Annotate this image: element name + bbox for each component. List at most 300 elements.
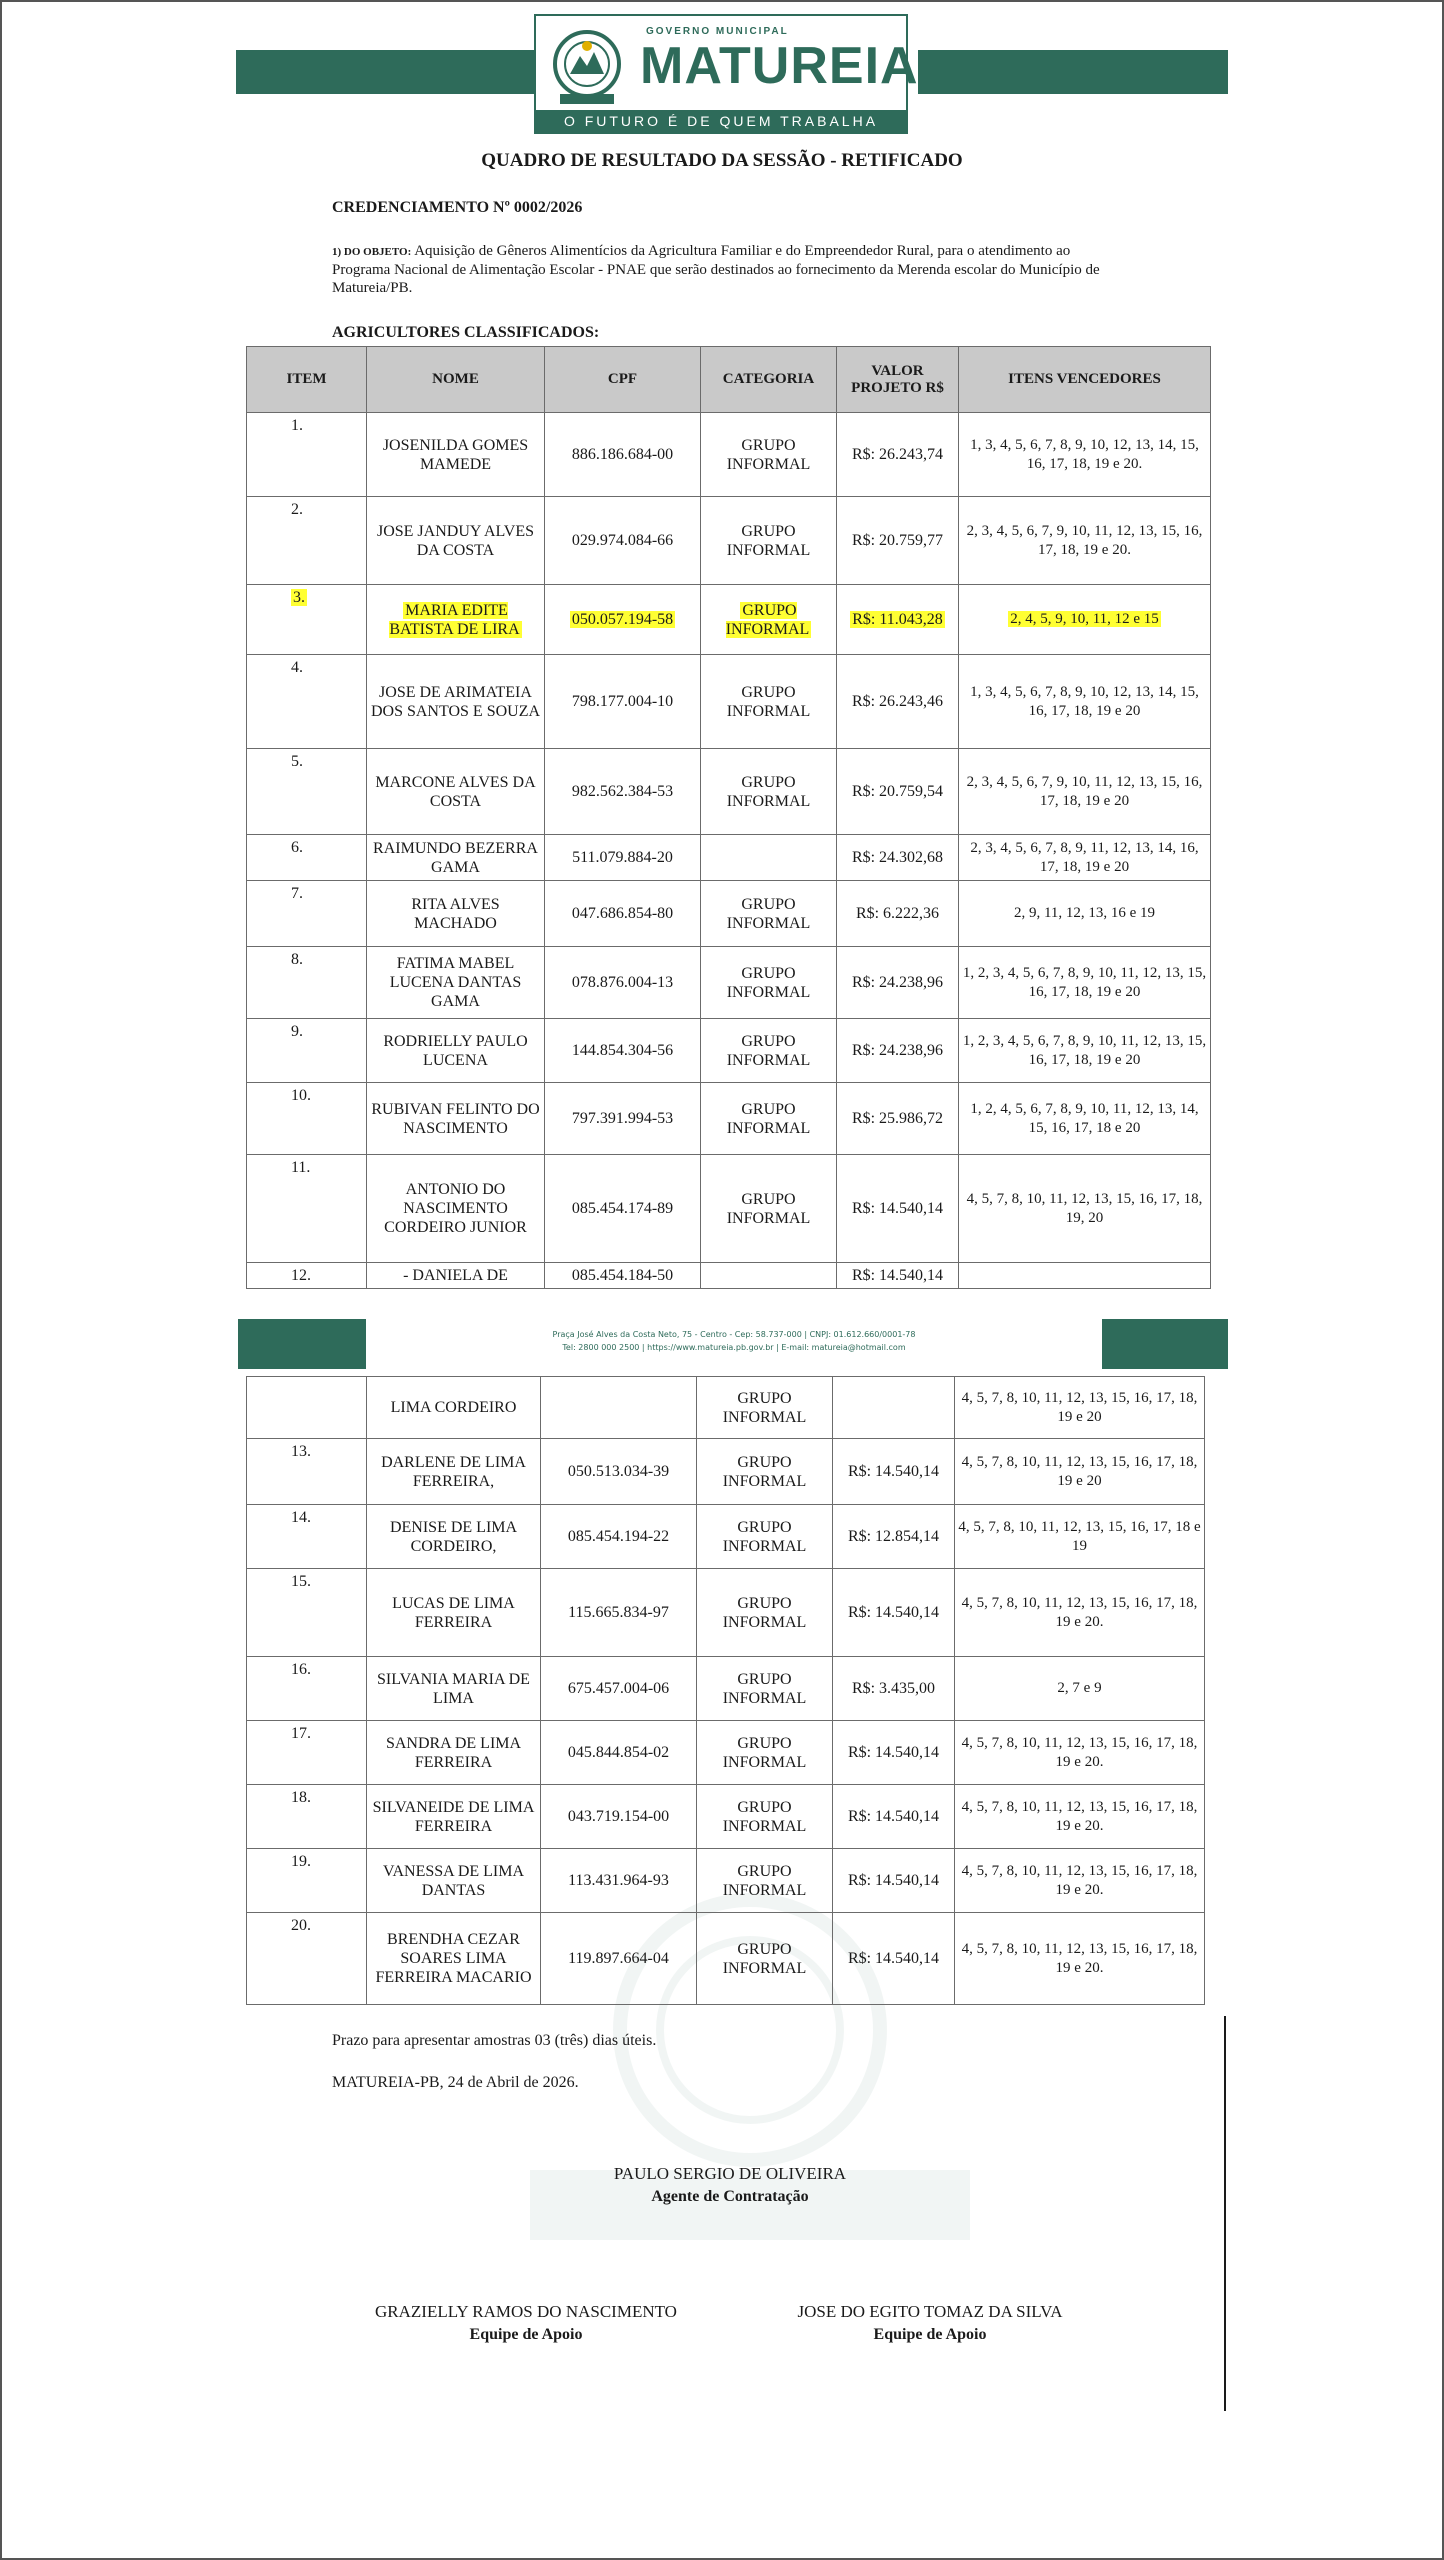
cell-nome (367, 1569, 541, 1657)
cell-nome-text: BRENDHA CEZAR SOARES LIMA FERREIRA MACARIO (375, 1931, 532, 1986)
cell-nome (367, 1019, 545, 1083)
cell-itens-text: 4, 5, 7, 8, 10, 11, 12, 13, 15, 16, 17, 18, 19 e 20 (961, 1389, 1198, 1425)
cell-categoria-text: GRUPO INFORMAL (726, 895, 811, 932)
cell-cpf (545, 1019, 701, 1083)
cell-valor-text: R$: 14.540,14 (847, 1872, 940, 1889)
cell-itens (955, 1785, 1205, 1849)
cell-categoria (701, 881, 837, 947)
cell-item-text: 4. (291, 659, 303, 676)
cell-valor (837, 749, 959, 835)
cell-item (247, 749, 367, 835)
cell-categoria-text: GRUPO INFORMAL (722, 1453, 807, 1490)
cell-item (247, 1657, 367, 1721)
cell-categoria-text: GRUPO INFORMAL (722, 1670, 807, 1707)
cell-nome-text: ANTONIO DO NASCIMENTO CORDEIRO JUNIOR (384, 1181, 527, 1236)
cell-categoria (701, 1155, 837, 1263)
table-row (247, 1083, 1211, 1155)
cell-nome (367, 1849, 541, 1913)
header-valor: VALOR PROJETO R$ (837, 347, 959, 413)
cell-item (247, 881, 367, 947)
cell-itens (959, 497, 1211, 585)
cell-itens-text: 4, 5, 7, 8, 10, 11, 12, 13, 15, 16, 17, 18, 19 e 20. (961, 1594, 1198, 1630)
cell-nome-text: RUBIVAN FELINTO DO NASCIMENTO (371, 1100, 540, 1137)
table-row (247, 1505, 1205, 1569)
cell-nome (367, 1439, 541, 1505)
cell-item (247, 835, 367, 881)
cell-categoria (697, 1785, 833, 1849)
cell-valor-text: R$: 20.759,54 (851, 783, 944, 800)
cell-valor (833, 1377, 955, 1439)
cell-item-text: 15. (291, 1573, 311, 1590)
cell-categoria-text: GRUPO INFORMAL (726, 436, 811, 473)
object-paragraph (332, 242, 1114, 297)
footer-contact: Tel: 2800 000 2500 | https://www.matureia.pb.gov.br | E-mail: matureia@hotmail.com (562, 1343, 906, 1352)
cell-valor-text: R$: 14.540,14 (847, 1950, 940, 1967)
table-row (247, 1439, 1205, 1505)
cell-nome-text: DENISE DE LIMA CORDEIRO, (389, 1518, 518, 1555)
table-row (247, 413, 1211, 497)
cell-itens (959, 413, 1211, 497)
cell-itens (959, 749, 1211, 835)
cell-categoria-text: GRUPO INFORMAL (726, 683, 811, 720)
cell-nome-text: RITA ALVES MACHADO (411, 895, 500, 932)
cell-valor (833, 1849, 955, 1913)
cell-nome-text: JOSE DE ARIMATEIA DOS SANTOS E SOUZA (370, 683, 541, 720)
cell-categoria (701, 1019, 837, 1083)
cell-categoria-text: GRUPO INFORMAL (726, 964, 811, 1001)
cell-itens (955, 1569, 1205, 1657)
cell-categoria-text: GRUPO INFORMAL (722, 1940, 807, 1977)
cell-itens-text: 4, 5, 7, 8, 10, 11, 12, 13, 15, 16, 17, 18, 19, 20 (966, 1190, 1203, 1226)
cell-cpf (541, 1849, 697, 1913)
cell-nome-text: LIMA CORDEIRO (390, 1399, 517, 1416)
cell-valor (833, 1721, 955, 1785)
cell-nome-text: RAIMUNDO BEZERRA GAMA (373, 839, 538, 876)
cell-categoria (701, 1083, 837, 1155)
cell-valor-text: R$: 24.302,68 (851, 849, 944, 866)
cell-cpf (545, 1083, 701, 1155)
cell-nome (367, 881, 545, 947)
cell-valor (833, 1439, 955, 1505)
cell-itens (955, 1721, 1205, 1785)
cell-cpf (545, 585, 701, 655)
cell-cpf (545, 413, 701, 497)
cell-cpf (545, 947, 701, 1019)
cell-item-text: 17. (291, 1725, 311, 1742)
cell-item (247, 497, 367, 585)
cell-item-text: 19. (291, 1853, 311, 1870)
cell-item (247, 1083, 367, 1155)
cell-item-text: 11. (291, 1159, 311, 1176)
cell-nome (367, 1083, 545, 1155)
cell-valor-text: R$: 24.238,96 (851, 974, 944, 991)
cell-cpf-text: 043.719.154-00 (567, 1808, 670, 1825)
cell-cpf-text: 675.457.004-06 (567, 1680, 670, 1697)
cell-itens-text: 4, 5, 7, 8, 10, 11, 12, 13, 15, 16, 17, 18, 19 e 20. (961, 1862, 1198, 1898)
cell-itens (959, 655, 1211, 749)
cell-itens (955, 1377, 1205, 1439)
document-subtitle: CREDENCIAMENTO Nº 0002/2026 (332, 199, 583, 216)
cell-cpf (545, 749, 701, 835)
cell-categoria (697, 1377, 833, 1439)
cell-item-text: 6. (291, 839, 303, 856)
cell-valor-text: R$: 26.243,46 (851, 693, 944, 710)
cell-itens-text: 4, 5, 7, 8, 10, 11, 12, 13, 15, 16, 17, 18, 19 e 20. (961, 1940, 1198, 1976)
cell-nome-text: JOSENILDA GOMES MAMEDE (382, 436, 529, 473)
cell-item (247, 1439, 367, 1505)
cell-cpf-text: 797.391.994-53 (571, 1110, 674, 1127)
brand-subtitle: GOVERNO MUNICIPAL (646, 26, 789, 37)
cell-item-text: 2. (291, 501, 303, 518)
cell-itens (955, 1913, 1205, 2005)
cell-nome (367, 1721, 541, 1785)
cell-valor-text: R$: 6.222,36 (855, 905, 940, 922)
cell-item (247, 1785, 367, 1849)
cell-valor (833, 1785, 955, 1849)
cell-categoria (701, 947, 837, 1019)
cell-cpf (541, 1439, 697, 1505)
cell-itens-text: 1, 3, 4, 5, 6, 7, 8, 9, 10, 12, 13, 14, 15, 16, 17, 18, 19 e 20 (970, 683, 1199, 719)
cell-valor-text: R$: 25.986,72 (851, 1110, 944, 1127)
cell-itens (959, 1155, 1211, 1263)
cell-categoria (697, 1569, 833, 1657)
cell-valor-text: R$: 20.759,77 (851, 532, 944, 549)
cell-categoria-text: GRUPO INFORMAL (722, 1594, 807, 1631)
cell-nome-text: VANESSA DE LIMA DANTAS (382, 1862, 525, 1899)
cell-cpf (545, 655, 701, 749)
cell-itens-text: 2, 9, 11, 12, 13, 16 e 19 (1013, 905, 1156, 921)
table-row (247, 835, 1211, 881)
cell-cpf-text: 050.513.034-39 (567, 1463, 670, 1480)
cell-cpf-text: 982.562.384-53 (571, 783, 674, 800)
cell-cpf-text: 886.186.684-00 (571, 446, 674, 463)
cell-item (247, 655, 367, 749)
cell-categoria-text: GRUPO INFORMAL (722, 1862, 807, 1899)
cell-itens-text: 1, 2, 3, 4, 5, 6, 7, 8, 9, 10, 11, 12, 13, 15, 16, 17, 18, 19 e 20 (962, 964, 1207, 1000)
header-band-left (236, 50, 536, 94)
cell-itens-text: 2, 3, 4, 5, 6, 7, 8, 9, 11, 12, 13, 14, 16, 17, 18, 19 e 20 (970, 839, 1199, 875)
cell-itens (955, 1505, 1205, 1569)
cell-cpf (541, 1569, 697, 1657)
cell-item (247, 1913, 367, 2005)
cell-item-text: 5. (291, 753, 303, 770)
cell-item-text: 8. (291, 951, 303, 968)
cell-nome (367, 413, 545, 497)
cell-valor (837, 655, 959, 749)
cell-cpf (541, 1913, 697, 2005)
cell-itens-text: 4, 5, 7, 8, 10, 11, 12, 13, 15, 16, 17, 18, 19 e 20. (961, 1798, 1198, 1834)
cell-categoria-text: GRUPO INFORMAL (726, 1190, 811, 1227)
cell-cpf (545, 1155, 701, 1263)
cell-nome-text: LUCAS DE LIMA FERREIRA (392, 1594, 515, 1631)
cell-cpf-text: 144.854.304-56 (571, 1042, 674, 1059)
cell-valor (837, 1263, 959, 1289)
table-row (247, 1721, 1205, 1785)
table-row (247, 1263, 1211, 1289)
document-title: QUADRO DE RESULTADO DA SESSÃO - RETIFICADO (481, 150, 963, 171)
cell-itens (959, 585, 1211, 655)
cell-cpf (545, 1263, 701, 1289)
cell-valor (837, 1083, 959, 1155)
cell-valor (837, 585, 959, 655)
cell-itens (959, 835, 1211, 881)
cell-nome (367, 1785, 541, 1849)
cell-itens-text: 4, 5, 7, 8, 10, 11, 12, 13, 15, 16, 17, 18, 19 e 20. (961, 1734, 1198, 1770)
brand-name: MATUREIA (640, 37, 919, 95)
table-row (247, 1019, 1211, 1083)
cell-categoria (701, 585, 837, 655)
signatory-name-3: JOSE DO EGITO TOMAZ DA SILVA (797, 2302, 1063, 2321)
cell-item (247, 1505, 367, 1569)
cell-valor-text: R$: 12.854,14 (847, 1528, 940, 1545)
cell-item-text: 14. (291, 1509, 311, 1526)
cell-nome-text: SILVANIA MARIA DE LIMA (377, 1670, 530, 1707)
cell-nome (367, 1263, 545, 1289)
cell-item (247, 1849, 367, 1913)
cell-valor (837, 413, 959, 497)
margin-line (1224, 2016, 1226, 2411)
table-row (247, 497, 1211, 585)
cell-cpf-text: 798.177.004-10 (571, 693, 674, 710)
table-row (247, 947, 1211, 1019)
footer-address: Praça José Alves da Costa Neto, 75 - Centro - Cep: 58.737-000 | CNPJ: 01.612.660/0001-78 (552, 1330, 916, 1339)
cell-categoria (697, 1657, 833, 1721)
cell-nome-text: RODRIELLY PAULO LUCENA (383, 1032, 528, 1069)
header-nome: NOME (367, 347, 545, 413)
cell-cpf (541, 1377, 697, 1439)
object-label: 1) DO OBJETO: (332, 246, 412, 258)
cell-valor-text: R$: 14.540,14 (851, 1267, 944, 1284)
cell-item (247, 1569, 367, 1657)
cell-item (247, 1263, 367, 1289)
cell-cpf-text: 078.876.004-13 (571, 974, 674, 991)
cell-cpf-text: 085.454.184-50 (571, 1267, 674, 1284)
cell-item-text: 12. (291, 1267, 311, 1284)
table-row (247, 585, 1211, 655)
cell-categoria (697, 1913, 833, 2005)
cell-categoria-text: GRUPO INFORMAL (722, 1734, 807, 1771)
cell-categoria (701, 749, 837, 835)
cell-nome (367, 655, 545, 749)
cell-categoria-text: GRUPO INFORMAL (726, 522, 811, 559)
cell-item-text: 10. (291, 1087, 311, 1104)
cell-categoria (697, 1505, 833, 1569)
cell-categoria (697, 1721, 833, 1785)
cell-categoria-text: GRUPO INFORMAL (722, 1798, 807, 1835)
cell-cpf-text: 115.665.834-97 (568, 1604, 669, 1621)
cell-itens (955, 1849, 1205, 1913)
cell-nome-text: SANDRA DE LIMA FERREIRA (385, 1734, 522, 1771)
cell-categoria (701, 655, 837, 749)
cell-itens-text: 2, 3, 4, 5, 6, 7, 9, 10, 11, 12, 13, 15, 16, 17, 18, 19 e 20. (966, 522, 1203, 558)
table-row (247, 749, 1211, 835)
cell-categoria (701, 1263, 837, 1289)
cell-itens-text: 2, 3, 4, 5, 6, 7, 9, 10, 11, 12, 13, 15, 16, 17, 18, 19 e 20 (966, 773, 1203, 809)
cell-valor (837, 835, 959, 881)
cell-item-text: 1. (291, 417, 303, 434)
header-itens: ITENS VENCEDORES (959, 347, 1211, 413)
cell-cpf-text: 045.844.854-02 (567, 1744, 670, 1761)
cell-nome (367, 1913, 541, 2005)
cell-itens (955, 1439, 1205, 1505)
results-table-page2 (246, 1376, 1205, 2005)
table-row (247, 1785, 1205, 1849)
cell-nome (367, 1657, 541, 1721)
classified-label: AGRICULTORES CLASSIFICADOS: (332, 324, 600, 341)
cell-itens-text: 2, 4, 5, 9, 10, 11, 12 e 15 (1010, 611, 1159, 627)
cell-valor-text: R$: 3.435,00 (851, 1680, 936, 1697)
cell-valor-text: R$: 24.238,96 (851, 1042, 944, 1059)
cell-categoria-text: GRUPO INFORMAL (726, 1100, 811, 1137)
cell-cpf (545, 497, 701, 585)
table-row (247, 1377, 1205, 1439)
cell-cpf (541, 1785, 697, 1849)
cell-cpf-text: 511.079.884-20 (572, 849, 673, 866)
cell-nome (367, 1377, 541, 1439)
cell-item-text: 18. (291, 1789, 311, 1806)
cell-cpf-text: 050.057.194-58 (571, 611, 674, 628)
cell-categoria-text: GRUPO INFORMAL (722, 1518, 807, 1555)
cell-valor (837, 947, 959, 1019)
cell-valor (833, 1657, 955, 1721)
cell-item-text: 20. (291, 1917, 311, 1934)
cell-categoria (701, 497, 837, 585)
cell-categoria (701, 835, 837, 881)
cell-nome-text: MARCONE ALVES DA COSTA (375, 773, 536, 810)
signatory-role-1: Agente de Contratação (651, 2188, 809, 2205)
cell-item (247, 1721, 367, 1785)
cell-item-text: 13. (291, 1443, 311, 1460)
cell-nome-text: MARIA EDITE BATISTA DE LIRA (389, 601, 520, 638)
cell-nome (367, 497, 545, 585)
cell-nome (367, 585, 545, 655)
deadline-note: Prazo para apresentar amostras 03 (três) dias úteis. (332, 2032, 657, 2049)
cell-itens-text: 4, 5, 7, 8, 10, 11, 12, 13, 15, 16, 17, 18 e 19 (958, 1518, 1201, 1554)
cell-itens (959, 1083, 1211, 1155)
cell-itens-text: 1, 2, 4, 5, 6, 7, 8, 9, 10, 11, 12, 13, 14, 15, 16, 17, 18 e 20 (970, 1100, 1199, 1136)
signatory-role-2: Equipe de Apoio (469, 2326, 583, 2343)
cell-cpf (541, 1721, 697, 1785)
cell-nome (367, 835, 545, 881)
cell-valor (837, 881, 959, 947)
cell-nome (367, 1505, 541, 1569)
header-categoria: CATEGORIA (701, 347, 837, 413)
header-item: ITEM (247, 347, 367, 413)
table-row (247, 1569, 1205, 1657)
cell-valor-text: R$: 14.540,14 (847, 1604, 940, 1621)
cell-nome-text: - DANIELA DE (403, 1267, 508, 1284)
results-table-page1 (246, 346, 1211, 1289)
cell-itens (959, 881, 1211, 947)
cell-nome-text: DARLENE DE LIMA FERREIRA, (381, 1453, 526, 1490)
cell-categoria (697, 1439, 833, 1505)
cell-item-text: 7. (291, 885, 303, 902)
cell-nome (367, 749, 545, 835)
cell-categoria-text: GRUPO INFORMAL (726, 773, 811, 810)
cell-valor-text: R$: 26.243,74 (851, 446, 944, 463)
cell-nome (367, 1155, 545, 1263)
cell-item-text: 3. (293, 589, 305, 606)
header-band-right (918, 50, 1228, 94)
table-row (247, 1913, 1205, 2005)
cell-valor-text: R$: 14.540,14 (847, 1808, 940, 1825)
cell-item (247, 585, 367, 655)
object-text: Aquisição de Gêneros Alimentícios da Agricultura Familiar e do Empreendedor Rural, para o atendimento ao Programa Nacional de Alimentação Escolar - PNAE que serão destinados ao fornecimento da Merenda escolar do Município de Matureia/PB. (332, 243, 1100, 296)
header-cpf: CPF (545, 347, 701, 413)
municipal-crest-icon (544, 24, 630, 110)
cell-nome-text: SILVANEIDE DE LIMA FERREIRA (372, 1798, 535, 1835)
cell-categoria-text: GRUPO INFORMAL (725, 601, 810, 638)
cell-itens-text: 2, 7 e 9 (1057, 1680, 1102, 1696)
cell-cpf (541, 1657, 697, 1721)
cell-valor (833, 1569, 955, 1657)
cell-categoria-text: GRUPO INFORMAL (722, 1389, 807, 1426)
cell-cpf (541, 1505, 697, 1569)
cell-itens-text: 1, 2, 3, 4, 5, 6, 7, 8, 9, 10, 11, 12, 13, 15, 16, 17, 18, 19 e 20 (962, 1032, 1207, 1068)
cell-valor (837, 1155, 959, 1263)
cell-categoria (697, 1849, 833, 1913)
cell-item-text: 16. (291, 1661, 311, 1678)
cell-valor (833, 1913, 955, 2005)
cell-nome-text: JOSE JANDUY ALVES DA COSTA (376, 522, 535, 559)
cell-itens (959, 947, 1211, 1019)
cell-itens-text: 4, 5, 7, 8, 10, 11, 12, 13, 15, 16, 17, 18, 19 e 20 (961, 1453, 1198, 1489)
cell-cpf (545, 881, 701, 947)
cell-categoria-text: GRUPO INFORMAL (726, 1032, 811, 1069)
cell-cpf-text: 029.974.084-66 (571, 532, 674, 549)
municipal-logo (534, 14, 919, 134)
cell-item (247, 1377, 367, 1439)
cell-cpf-text: 119.897.664-04 (568, 1950, 669, 1967)
cell-nome (367, 947, 545, 1019)
cell-categoria (701, 413, 837, 497)
footer-text (366, 1328, 1102, 1354)
table-row (247, 1849, 1205, 1913)
cell-valor-text: R$: 14.540,14 (851, 1200, 944, 1217)
cell-nome-text: FATIMA MABEL LUCENA DANTAS GAMA (389, 955, 522, 1010)
cell-itens-text: 1, 3, 4, 5, 6, 7, 8, 9, 10, 12, 13, 14, 15, 16, 17, 18, 19 e 20. (970, 436, 1199, 472)
cell-valor (837, 1019, 959, 1083)
cell-itens (955, 1657, 1205, 1721)
brand-slogan: O FUTURO É DE QUEM TRABALHA (536, 110, 906, 132)
cell-cpf (545, 835, 701, 881)
cell-cpf-text: 047.686.854-80 (571, 905, 674, 922)
cell-item (247, 413, 367, 497)
cell-itens (959, 1019, 1211, 1083)
cell-valor-text: R$: 14.540,14 (847, 1463, 940, 1480)
cell-valor-text: R$: 11.043,28 (852, 611, 943, 628)
signatory-role-3: Equipe de Apoio (873, 2326, 987, 2343)
cell-item (247, 1019, 367, 1083)
cell-cpf-text: 085.454.194-22 (567, 1528, 670, 1545)
cell-item (247, 947, 367, 1019)
place-date: MATUREIA-PB, 24 de Abril de 2026. (332, 2074, 579, 2091)
table-row (247, 1155, 1211, 1263)
signatory-name-1: PAULO SERGIO DE OLIVEIRA (613, 2164, 847, 2183)
cell-valor (837, 497, 959, 585)
cell-item-text: 9. (291, 1023, 303, 1040)
cell-cpf-text: 085.454.174-89 (571, 1200, 674, 1217)
cell-valor-text: R$: 14.540,14 (847, 1744, 940, 1761)
cell-item (247, 1155, 367, 1263)
cell-valor (833, 1505, 955, 1569)
cell-itens (959, 1263, 1211, 1289)
table-row (247, 655, 1211, 749)
table-row (247, 881, 1211, 947)
cell-cpf-text: 113.431.964-93 (568, 1872, 669, 1889)
table-row (247, 1657, 1205, 1721)
signatory-name-2: GRAZIELLY RAMOS DO NASCIMENTO (375, 2302, 677, 2321)
